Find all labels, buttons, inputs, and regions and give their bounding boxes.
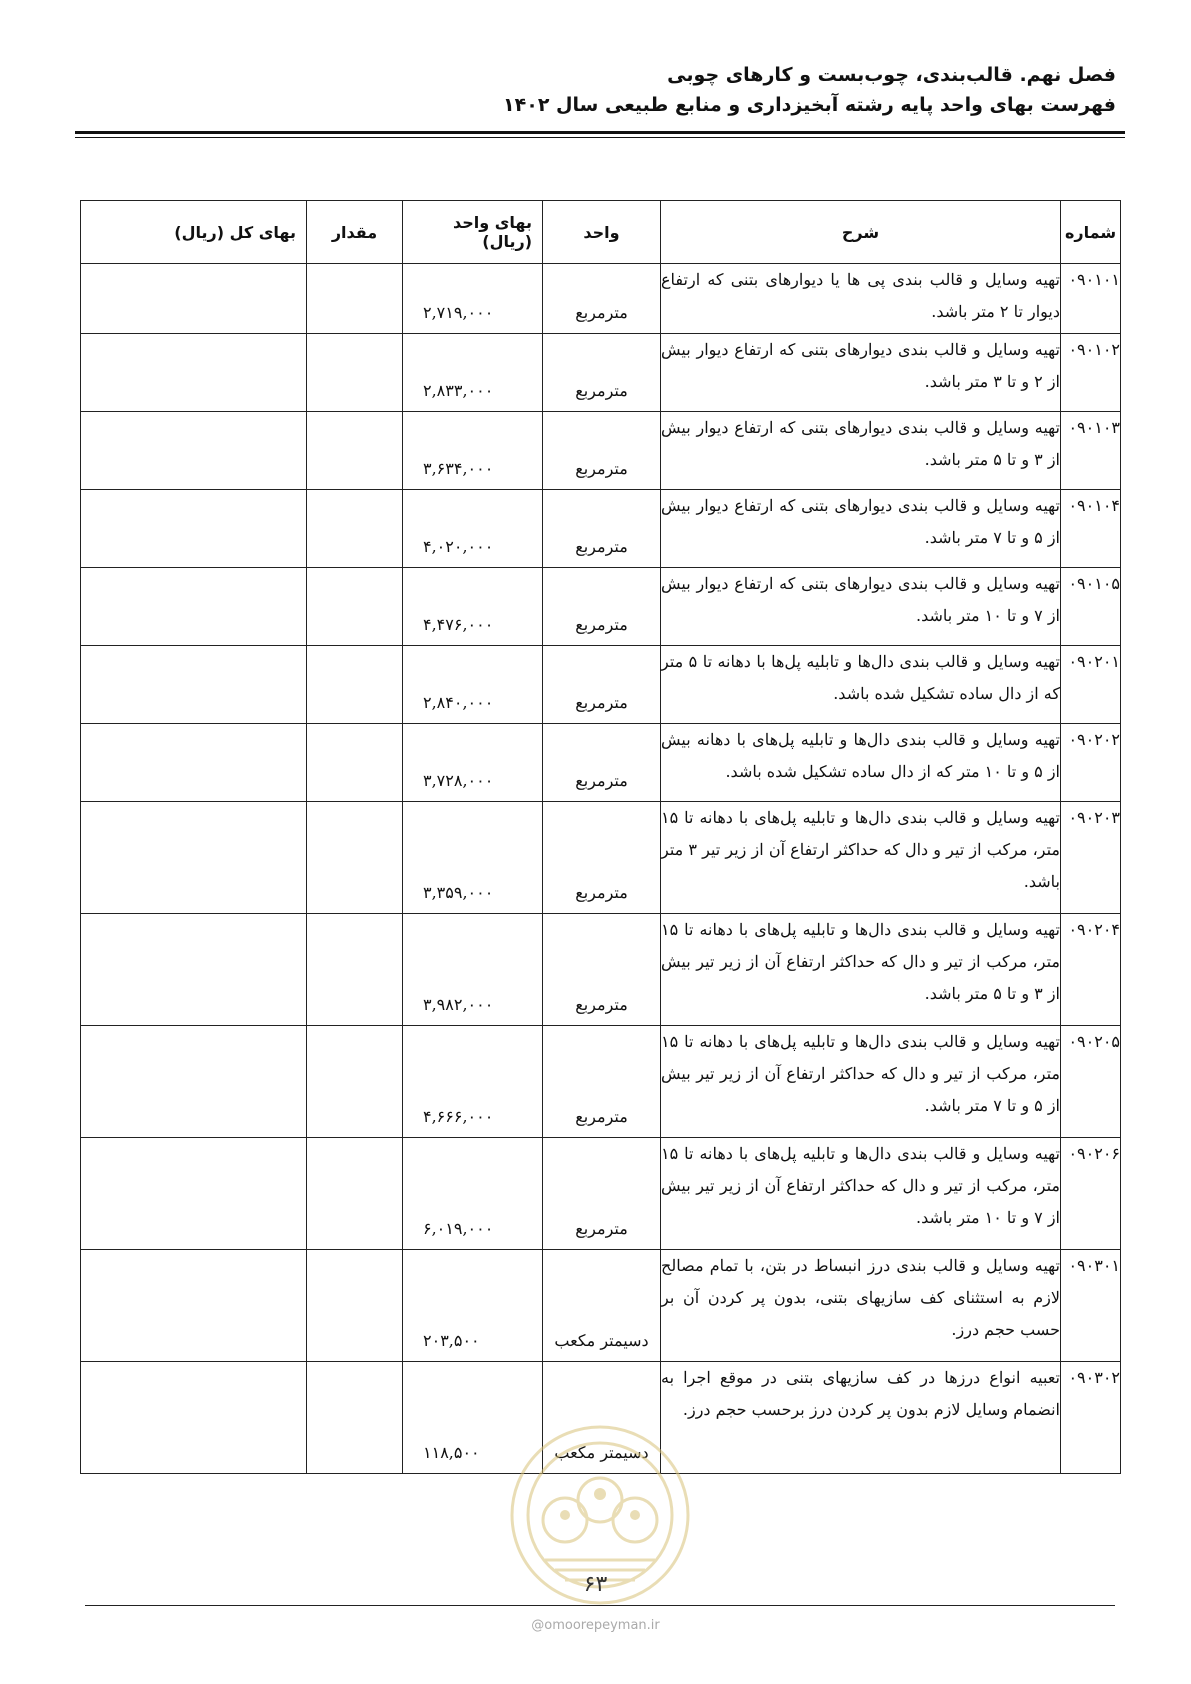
watermark-url: @omoorepeyman.ir <box>531 1618 660 1633</box>
row-unit: مترمربع <box>543 802 661 914</box>
row-total-price <box>81 568 307 646</box>
row-unit: مترمربع <box>543 264 661 334</box>
row-total-price <box>81 1250 307 1362</box>
row-unit-price: ۶,۰۱۹,۰۰۰ <box>403 1138 543 1250</box>
row-unit: مترمربع <box>543 1026 661 1138</box>
row-code: ۰۹۰۲۰۱ <box>1061 646 1121 724</box>
header-unit-price: بهای واحد (ریال) <box>403 201 543 264</box>
row-description: تهیه وسایل و قالب بندی دال‌ها و تابلیه پل‌های با دهانه تا ۱۵ متر، مرکب از تیر و دال که حداکثر ارتفاع آن از زیر تیر بیش از ۵ و تا ۷ متر باشد. <box>661 1026 1061 1138</box>
row-quantity <box>307 914 403 1026</box>
row-total-price <box>81 412 307 490</box>
table-row <box>81 646 1121 724</box>
header-code: شماره <box>1061 201 1121 264</box>
row-quantity <box>307 1250 403 1362</box>
row-code: ۰۹۰۲۰۵ <box>1061 1026 1121 1138</box>
row-code: ۰۹۰۱۰۴ <box>1061 490 1121 568</box>
row-code: ۰۹۰۱۰۲ <box>1061 334 1121 412</box>
table-row <box>81 1250 1121 1362</box>
row-quantity <box>307 568 403 646</box>
row-code: ۰۹۰۱۰۱ <box>1061 264 1121 334</box>
price-list-table <box>80 200 1121 1474</box>
table-row <box>81 264 1121 334</box>
row-unit: مترمربع <box>543 412 661 490</box>
row-unit-price: ۳,۷۲۸,۰۰۰ <box>403 724 543 802</box>
row-description: تهیه وسایل و قالب بندی پی ها یا دیوارهای بتنی که ارتفاع دیوار تا ۲ متر باشد. <box>661 264 1061 334</box>
row-description: تهیه وسایل و قالب بندی دال‌ها و تابلیه پل‌ها با دهانه تا ۵ متر که از دال ساده تشکیل شده باشد. <box>661 646 1061 724</box>
row-unit-price: ۲۰۳,۵۰۰ <box>403 1250 543 1362</box>
header-rule-thin <box>75 137 1125 138</box>
row-description: تهیه وسایل و قالب بندی دیوارهای بتنی که ارتفاع دیوار بیش از ۳ و تا ۵ متر باشد. <box>661 412 1061 490</box>
row-quantity <box>307 1362 403 1474</box>
row-total-price <box>81 646 307 724</box>
row-unit: مترمربع <box>543 568 661 646</box>
row-unit-price: ۲,۷۱۹,۰۰۰ <box>403 264 543 334</box>
table-header-row <box>81 201 1121 264</box>
header-quantity: مقدار <box>307 201 403 264</box>
table-row <box>81 1138 1121 1250</box>
row-description: تهیه وسایل و قالب بندی دال‌ها و تابلیه پل‌های با دهانه تا ۱۵ متر، مرکب از تیر و دال که حداکثر ارتفاع آن از زیر تیر بیش از ۷ و تا ۱۰ متر باشد. <box>661 1138 1061 1250</box>
table-row <box>81 490 1121 568</box>
row-quantity <box>307 264 403 334</box>
chapter-title: فصل نهم. قالب‌بندی، چوب‌بست و کارهای چوبی <box>667 64 1116 86</box>
row-unit-price: ۴,۰۲۰,۰۰۰ <box>403 490 543 568</box>
row-total-price <box>81 1138 307 1250</box>
table-row <box>81 914 1121 1026</box>
row-quantity <box>307 334 403 412</box>
row-quantity <box>307 724 403 802</box>
header-description: شرح <box>661 201 1061 264</box>
table-row <box>81 802 1121 914</box>
row-total-price <box>81 334 307 412</box>
row-quantity <box>307 490 403 568</box>
row-total-price <box>81 724 307 802</box>
page-number: ۶۳ <box>583 1572 608 1597</box>
row-quantity <box>307 802 403 914</box>
row-code: ۰۹۰۲۰۲ <box>1061 724 1121 802</box>
row-unit-price: ۱۱۸,۵۰۰ <box>403 1362 543 1474</box>
row-total-price <box>81 490 307 568</box>
row-unit: دسیمتر مکعب <box>543 1250 661 1362</box>
row-unit-price: ۳,۹۸۲,۰۰۰ <box>403 914 543 1026</box>
row-code: ۰۹۰۲۰۶ <box>1061 1138 1121 1250</box>
row-unit-price: ۳,۶۳۴,۰۰۰ <box>403 412 543 490</box>
row-code: ۰۹۰۳۰۱ <box>1061 1250 1121 1362</box>
row-description: تهیه وسایل و قالب بندی درز انبساط در بتن، با تمام مصالح لازم به استثنای کف سازیهای بتنی، بدون پر کردن آن بر حسب حجم درز. <box>661 1250 1061 1362</box>
row-total-price <box>81 802 307 914</box>
row-total-price <box>81 1026 307 1138</box>
row-code: ۰۹۰۲۰۴ <box>1061 914 1121 1026</box>
table-row <box>81 412 1121 490</box>
row-description: تعبیه انواع درزها در کف سازیهای بتنی در موقع اجرا به انضمام وسایل لازم بدون پر کردن درز برحسب حجم درز. <box>661 1362 1061 1474</box>
row-quantity <box>307 1138 403 1250</box>
document-subtitle: فهرست بهای واحد پایه رشته آبخیزداری و منابع طبیعی سال ۱۴۰۲ <box>503 94 1116 116</box>
row-unit-price: ۳,۳۵۹,۰۰۰ <box>403 802 543 914</box>
row-unit-price: ۲,۸۴۰,۰۰۰ <box>403 646 543 724</box>
row-unit-price: ۲,۸۳۳,۰۰۰ <box>403 334 543 412</box>
row-description: تهیه وسایل و قالب بندی دیوارهای بتنی که ارتفاع دیوار بیش از ۲ و تا ۳ متر باشد. <box>661 334 1061 412</box>
row-description: تهیه وسایل و قالب بندی دیوارهای بتنی که ارتفاع دیوار بیش از ۵ و تا ۷ متر باشد. <box>661 490 1061 568</box>
row-unit: مترمربع <box>543 1138 661 1250</box>
row-unit: مترمربع <box>543 334 661 412</box>
row-code: ۰۹۰۱۰۳ <box>1061 412 1121 490</box>
row-description: تهیه وسایل و قالب بندی دال‌ها و تابلیه پل‌های با دهانه بیش از ۵ و تا ۱۰ متر که از دال ساده تشکیل شده باشد. <box>661 724 1061 802</box>
table-row <box>81 724 1121 802</box>
header-unit: واحد <box>543 201 661 264</box>
row-description: تهیه وسایل و قالب بندی دال‌ها و تابلیه پل‌های با دهانه تا ۱۵ متر، مرکب از تیر و دال که حداکثر ارتفاع آن از زیر تیر ۳ متر باشد. <box>661 802 1061 914</box>
table-row <box>81 334 1121 412</box>
row-description: تهیه وسایل و قالب بندی دال‌ها و تابلیه پل‌های با دهانه تا ۱۵ متر، مرکب از تیر و دال که حداکثر ارتفاع آن از زیر تیر بیش از ۳ و تا ۵ متر باشد. <box>661 914 1061 1026</box>
row-unit-price: ۴,۶۶۶,۰۰۰ <box>403 1026 543 1138</box>
table-row <box>81 568 1121 646</box>
row-code: ۰۹۰۱۰۵ <box>1061 568 1121 646</box>
row-unit: مترمربع <box>543 646 661 724</box>
table-row <box>81 1026 1121 1138</box>
row-total-price <box>81 1362 307 1474</box>
row-code: ۰۹۰۳۰۲ <box>1061 1362 1121 1474</box>
header-rule <box>75 131 1125 134</box>
row-unit: مترمربع <box>543 724 661 802</box>
row-code: ۰۹۰۲۰۳ <box>1061 802 1121 914</box>
row-quantity <box>307 646 403 724</box>
row-unit: مترمربع <box>543 490 661 568</box>
row-unit-price: ۴,۴۷۶,۰۰۰ <box>403 568 543 646</box>
row-description: تهیه وسایل و قالب بندی دیوارهای بتنی که ارتفاع دیوار بیش از ۷ و تا ۱۰ متر باشد. <box>661 568 1061 646</box>
row-quantity <box>307 412 403 490</box>
row-total-price <box>81 914 307 1026</box>
row-unit: مترمربع <box>543 914 661 1026</box>
row-quantity <box>307 1026 403 1138</box>
header-total-price: بهای کل (ریال) <box>81 201 307 264</box>
page-header <box>66 60 1116 120</box>
row-unit: دسیمتر مکعب <box>543 1362 661 1474</box>
footer-rule <box>85 1605 1115 1606</box>
row-total-price <box>81 264 307 334</box>
